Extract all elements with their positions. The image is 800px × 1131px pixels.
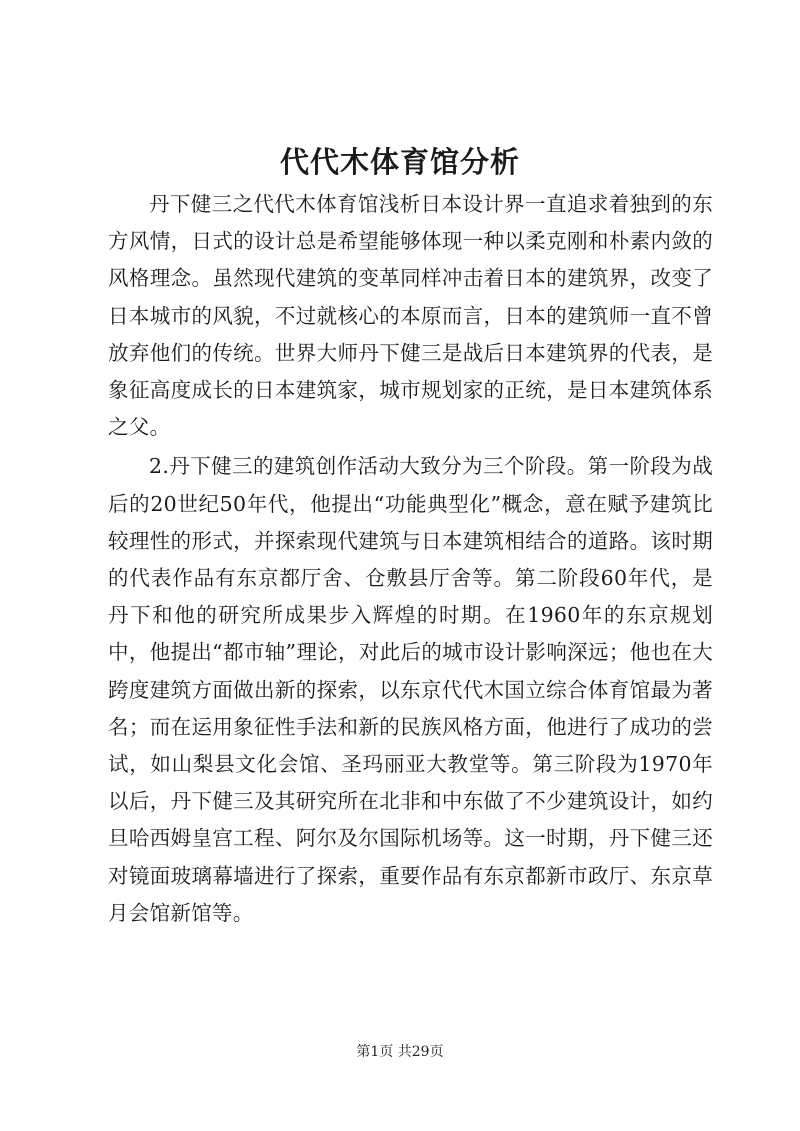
paragraph-intro: 丹下健三之代代木体育馆浅析日本设计界一直追求着独到的东方风情，日式的设计总是希望能够体现一种以柔克刚和朴素内敛的风格理念。虽然现代建筑的变革同样冲击着日本的建筑界，改变了日本城市的风貌，不过就核心的本原而言，日本的建筑师一直不曾放弃他们的传统。世界大师丹下健三是战后日本建筑界的代表，是象征高度成长的日本建筑家，城市规划家的正统，是日本建筑体系之父。 bbox=[108, 192, 713, 440]
document-body bbox=[108, 186, 713, 932]
page-title: 代代木体育馆分析 bbox=[279, 145, 520, 179]
paragraph-stages: 2.丹下健三的建筑创作活动大致分为三个阶段。第一阶段为战后的20世纪50年代，他提出“功能典型化”概念，意在赋予建筑比较理性的形式，并探索现代建筑与日本建筑相结合的道路。该时期的代表作品有东京都厅舍、仓敷县厅舍等。第二阶段60年代，是丹下和他的研究所成果步入辉煌的时期。在1960年的东京规划中，他提出“都市轴”理论，对此后的城市设计影响深远；他也在大跨度建筑方面做出新的探索，以东京代代木国立综合体育馆最为著名；而在运用象征性手法和新的民族风格方面，他进行了成功的尝试，如山梨县文化会馆、圣玛丽亚大教堂等。第三阶段为1970年以后，丹下健三及其研究所在北非和中东做了不少建筑设计，如约旦哈西姆皇宫工程、阿尔及尔国际机场等。这一时期，丹下健三还对镜面玻璃幕墙进行了探索，重要作品有东京都新市政厅、东京草月会馆新馆等。 bbox=[108, 454, 713, 925]
page-footer: 第1页 共29页 bbox=[356, 1044, 444, 1060]
